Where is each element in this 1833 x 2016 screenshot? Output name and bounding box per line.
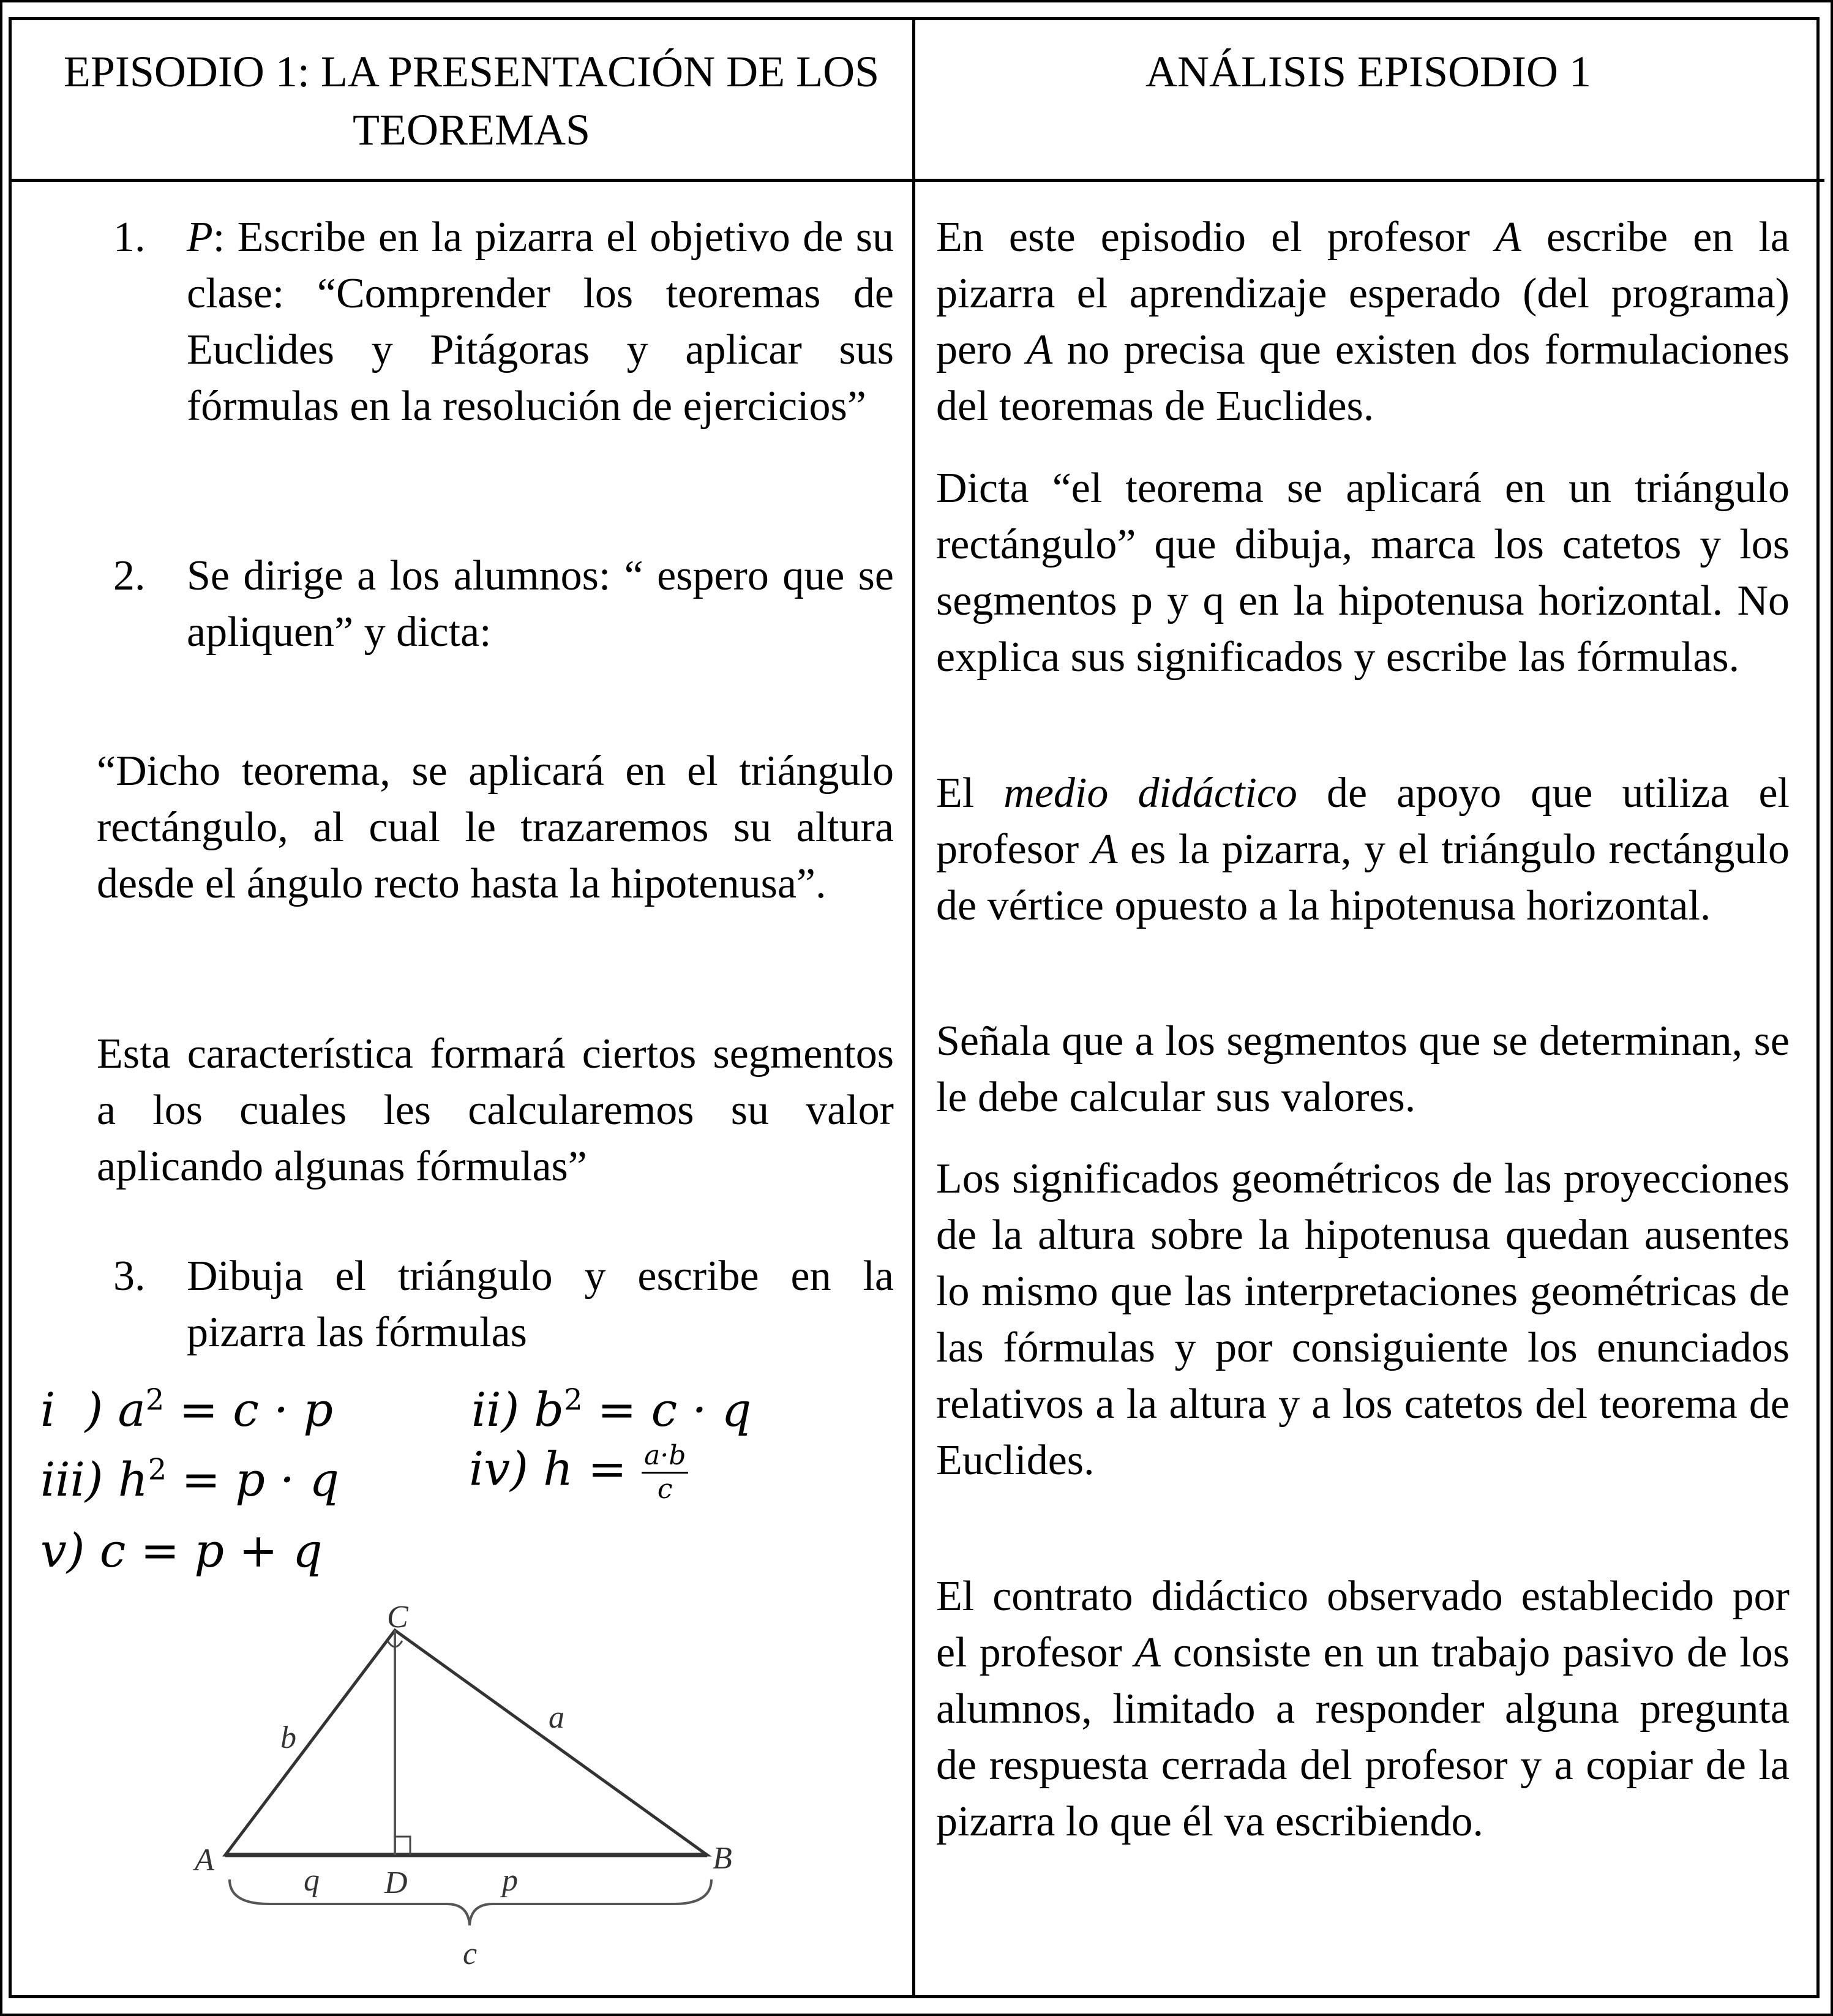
analysis-paragraph-5: Los significados geométricos de las proyecciones de la altura sobre la hipotenusa quedan ausentes lo mismo que las interpretaciones geométricas de las fórmulas y por consiguiente los enunciados relativos a la altura y a los catetos del teorema de Euclides. [936, 1155, 1790, 1484]
label-B: B [713, 1841, 732, 1876]
label-D: D [384, 1865, 408, 1900]
header-right: ANÁLISIS EPISODIO 1 [1145, 47, 1591, 96]
formula-v: v) c = p + q [40, 1523, 323, 1578]
label-a: a [549, 1700, 564, 1735]
quote-2: Esta característica formará ciertos segmentos a los cuales les calcularemos su valor aplicando algunas fórmulas” [97, 1030, 894, 1190]
brace [230, 1879, 711, 1925]
label-C: C [387, 1600, 408, 1635]
header-divider [9, 179, 1824, 182]
analysis-paragraph-3: El medio didáctico de apoyo que utiliza el profesor A es la pizarra, y el triángulo rectángulo de vértice opuesto a la hipotenusa horizontal. [936, 770, 1790, 929]
label-b: b [280, 1720, 296, 1755]
column-divider [912, 17, 915, 1998]
triangle [225, 1630, 707, 1855]
formula-iv: iv) h = $\frac{a\cdot b}{c}$ [469, 1440, 688, 1505]
analysis-paragraph-2: Dicta “el teorema se aplicará en un triángulo rectángulo” que dibuja, marca los catetos y los segmentos p y q en la hipotenusa horizontal. No explica sus significados y escribe las fórmulas. [936, 465, 1790, 681]
analysis-paragraph-6: El contrato didáctico observado establecido por el profesor A consiste en un trabajo pasivo de los alumnos, limitado a responder alguna pregunta de respuesta cerrada del profesor y a copiar de la pizarra lo que él va escribiendo. [936, 1573, 1790, 1845]
right-triangle-figure [184, 1592, 765, 1990]
label-q: q [304, 1863, 320, 1898]
header-left: EPISODIO 1: LA PRESENTACIÓN DE LOS TEOREMAS [63, 47, 880, 154]
formula-iii: iii) $h^2 = p \cdot q$ [40, 1452, 340, 1507]
label-c: c [463, 1936, 478, 1971]
item-number: 3. [113, 1253, 146, 1300]
quote-1: “Dicho teorema, se aplicará en el triángulo rectángulo, al cual le trazaremos su altura desde el ángulo recto hasta la hipotenusa”. [97, 748, 894, 907]
formula-i: i ) $a^2 = c \cdot p$ [40, 1382, 333, 1437]
item-text: : Escribe en la pizarra el objetivo de su clase: “Comprender los teoremas de Euclides y Pitágoras y aplicar sus fórmulas en la resolución de ejercicios” [187, 214, 894, 430]
speaker: P [187, 214, 213, 261]
item-number: 1. [113, 214, 146, 261]
label-A: A [195, 1843, 214, 1878]
right-angle-mark-d [395, 1837, 410, 1855]
formula-ii: ii) $b^2 = c \cdot q$ [471, 1382, 752, 1437]
item-number: 2. [113, 552, 146, 599]
analysis-paragraph-4: Señala que a los segmentos que se determinan, se le debe calcular sus valores. [936, 1017, 1790, 1121]
item-2: Se dirige a los alumnos: “ espero que se apliquen” y dicta: [187, 552, 894, 656]
analysis-paragraph-1: En este episodio el profesor A escribe en la pizarra el aprendizaje esperado (del programa) pero A no precisa que existen dos formulaciones del teoremas de Euclides. [936, 214, 1790, 430]
label-p: p [502, 1863, 518, 1898]
item-3: Dibuja el triángulo y escribe en la pizarra las fórmulas [187, 1253, 894, 1356]
item-1 [187, 209, 894, 435]
